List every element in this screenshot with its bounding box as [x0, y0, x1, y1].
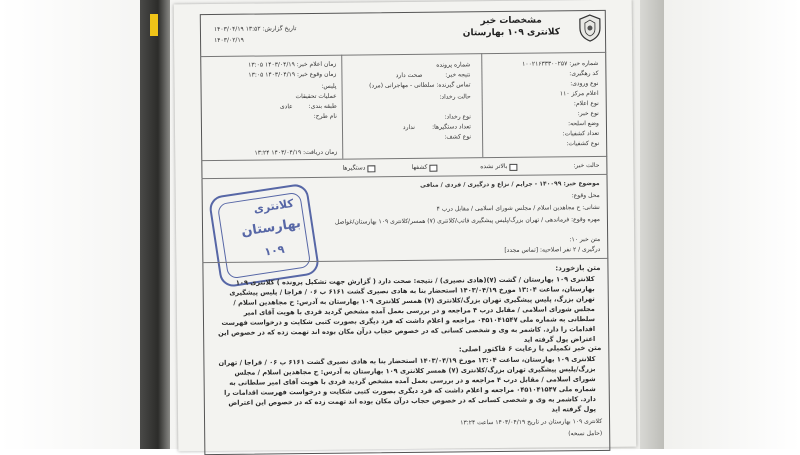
stamp-text-3: ۱۰۹: [263, 242, 286, 259]
report-date: تاریخ گزارش: ۱۳:۵۲ ۱۴۰۳/۰۴/۱۹: [213, 25, 297, 33]
field-receive-time: زمان دریافت: ۱۴۰۳/۰۴/۱۹ ۱۳:۲۴: [254, 148, 338, 157]
surface-right: [640, 0, 664, 449]
header-title-2: کلانتری ۱۰۹ بهارستان: [462, 27, 561, 39]
field-classification-value: عادی: [279, 103, 293, 111]
status-option-3: دستگیرها: [342, 164, 366, 172]
police-emblem-icon: [578, 14, 602, 42]
police-stamp: [208, 183, 321, 289]
field-event-state: حالت رخداد:: [439, 93, 471, 101]
field-operation: عملیات تحقیقات: [295, 92, 337, 101]
field-contact: تماس گیرنده:: [436, 81, 471, 89]
subject-line: موضوع خبر: ۱۴۰۰۹۹ - جرایم / نزاع و درگیری / فردی / منافی: [420, 179, 600, 189]
status-option-1: بالاتر نشده: [480, 162, 508, 171]
feedback-paragraph: کلانتری ۱۰۹ بهارستان / گشت (۷)(هادی نصیری) / نتیجه: صحت دارد ( گزارش جهت تشکیل پرونده ) کلانتری ۱۰۹ بهارستان، ساعت ۱۳:۰۴ مورخ ۱۴۰۳/۰۴/۱۹ استحضار بنا به هادی نصیری گشت ۶۱۶۱ ب ۰۶ / فراجا / پلیس پیشگیری تهران بزرگ، پلیس پیشگیری تهران بزرگ/کلانتری (۷) همسر کلانتری ۱۰۹ بهارستان به آدرس: ح مجاهدین اسلام / مجلس شورای اسلامی / مقابل درب ۴ مراجعه و در بررسی بعمل آمده مشخص گردید فردی با هویت آقای امیر سلطانی به شماره ملی ۰۴۵۱۰۴۱۵۴۷ مراجعه و اعلام داشت که فرد دیگری بصورت کتبی شکایت و درخواست فهرست اقدامات را دارد. کاشمر به وی و شخصی کسانی که در خصوص حجاب درآن مکان بوده اند تهمت زده که در خصوص این اعتراض پول گرفته اید: [218, 275, 596, 344]
field-plan-name: نام طرح:: [313, 112, 337, 120]
header-title-1: مشخصات خبر: [480, 15, 542, 27]
supplementary-paragraph: کلانتری ۱۰۹ بهارستان، ساعت ۱۳:۰۴ مورخ ۱۴۰۳/۰۴/۱۹ استحضار بنا به هادی نصیری گشت ۶۱۶۱ ب ۰۶ / فراجا / تهران بزرگ/پلیس پیشگیری تهران بزرگ/کلانتری (۷) همسر کلانتری ۱۰۹ بهارستان به آدرس: ح مجاهدین اسلام / مجلس شورای اسلامی / مقابل درب ۴ مراجعه و در بررسی بعمل آمده مشخص گردید فردی با هویت آقای امیر سلطانی به شماره ملی ۰۴۵۱۰۴۱۵۴۷ مراجعه و اعلام داشت که فرد دیگری بصورت کتبی شکایت و درخواست فهرست اقدامات را دارد. کاشمر به وی و شخصی کسانی که در خصوص حجاب درآن مکان بوده اند تهمت زده که در خصوص این اعتراض پول گرفته اید: [218, 355, 596, 414]
status-checkbox-2: [429, 165, 437, 172]
field-findings-count: تعداد کشفیات:: [562, 129, 600, 138]
footer-end-label: (حامل نسخه): [568, 429, 603, 438]
field-findings-type: نوع کشفیات:: [566, 139, 600, 148]
field-result-value: صحت دارد: [395, 71, 423, 80]
field-occurrence-time: زمان وقوع خبر: ۱۴۰۳/۰۴/۱۹ ۱۳:۰۵: [248, 70, 337, 79]
field-news-number: شماره خبر: ۱۰۰۲۱۶۳۳۳۰۰۲۵۷: [522, 59, 599, 68]
report-paper: [174, 0, 637, 451]
field-arrest-count: تعداد دستگیرها:: [432, 123, 472, 131]
unit-line: مهره وقوع: فرماندهی / تهران بزرگ/پلیس پیشگیری فاتب/کلانتری (۷) همسر/کلانتری ۱۰۹ بهارستان/غواصل: [334, 215, 600, 226]
stamp-text-1: کلانتری: [252, 196, 295, 216]
field-result: نتیجه خبر:: [445, 71, 471, 79]
status-checkbox-1: [509, 164, 517, 171]
field-discovery: نوع کشف:: [444, 133, 472, 141]
field-contact-value: سلطانی - مهاجرانی (مرد): [369, 81, 435, 90]
field-weapon: وضع اسلحه:: [568, 119, 599, 128]
field-receive-type: نوع ورودی:: [570, 79, 599, 88]
field-classification: طبقه بندی:: [308, 102, 337, 111]
stamp-text-2: بهارستان: [240, 215, 302, 240]
status-option-2: کشفها: [411, 163, 428, 171]
address-line: نشانی: ح مجاهدین اسلام / مجلس شورای اسلامی / مقابل درب ۴: [436, 203, 600, 213]
footer-line: کلانتری ۱۰۹ بهارستان در تاریخ ۱۴۰۳/۰۴/۱۹ ساعت ۱۳:۲۴: [460, 417, 603, 427]
field-event-type: نوع رخداد:: [444, 113, 471, 121]
field-source: اعلام مرکز ۱۱۰: [559, 89, 599, 98]
field-news-type: نوع خبر:: [577, 109, 599, 118]
field-arrest-value: ندارد: [402, 123, 416, 132]
yellow-marker: [150, 14, 158, 36]
location-line: محل وقوع:: [571, 191, 600, 200]
dark-surface-left: [140, 0, 170, 449]
field-announce-type: نوع اعلام:: [573, 99, 599, 108]
field-police: پلیس:: [321, 82, 337, 90]
news-text-label: متن خبر ۱۰:: [569, 235, 601, 244]
field-announce-time: زمان اعلام خبر: ۱۴۰۳/۰۴/۱۹ ۱۳:۰۵: [248, 60, 337, 69]
doc-ref-date: ۱۴۰۳/۰۲/۱۹: [214, 36, 244, 44]
field-file-number: شماره پرونده: [436, 61, 471, 69]
field-tracking-code: کد رهگیری:: [569, 69, 599, 78]
news-text-line: درگیری / ۲ نفر اصلاحیه: [تماس مجدد]: [504, 245, 601, 254]
status-checkbox-3: [367, 165, 375, 172]
status-label: حالت خبر:: [573, 161, 600, 170]
feedback-heading: متن بازخورد:: [555, 263, 601, 273]
supplementary-heading: متن خبر تکمیلی با رعایت ۶ فاکتور اصلی:: [458, 343, 602, 354]
